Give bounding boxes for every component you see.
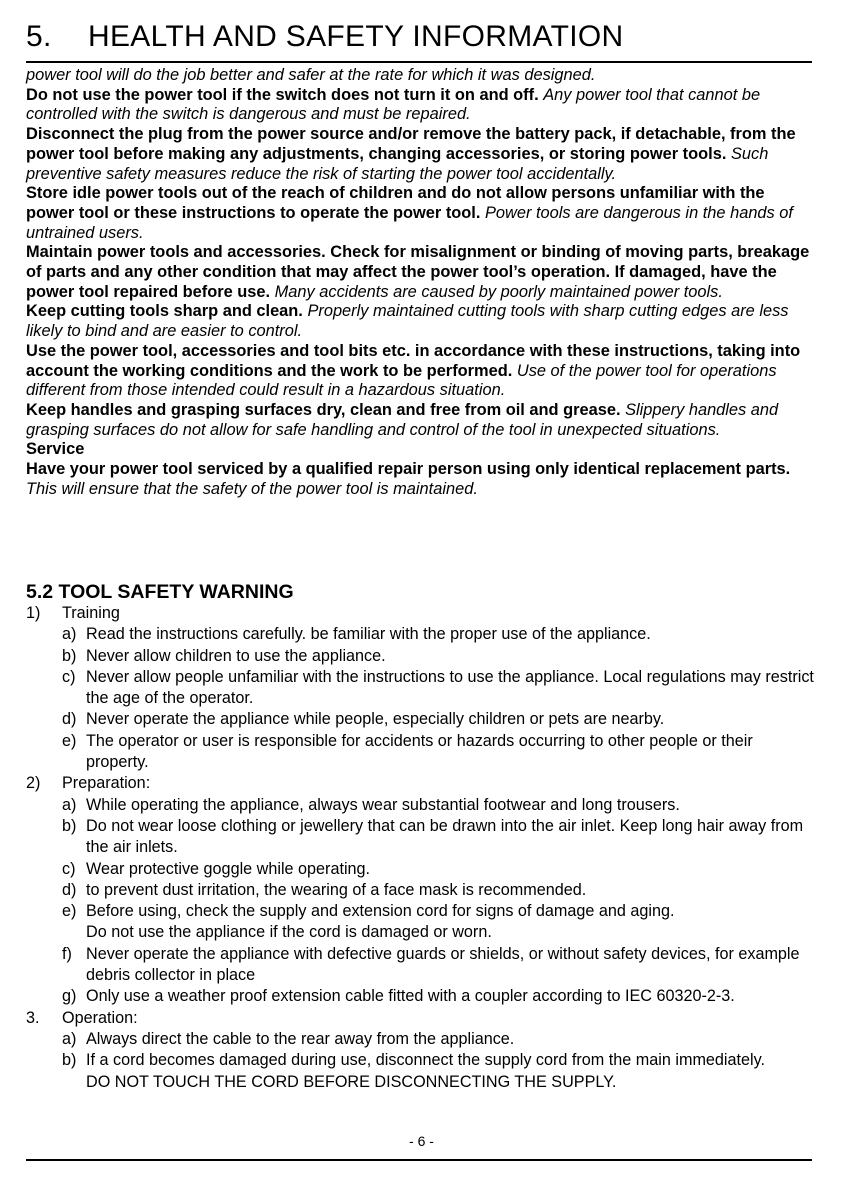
paragraph-bold: Store idle power tools out of the reach of children and do not allow persons unfamiliar with the power tool or these instructions to operate the power tool.	[26, 184, 765, 222]
page-number: - 6 -	[409, 1133, 434, 1149]
paragraph-bold: Do not use the power tool if the switch does not turn it on and off.	[26, 85, 539, 104]
item-text: Never operate the appliance while people, especially children or pets are nearby.	[86, 710, 665, 729]
item-text: Wear protective goggle while operating.	[86, 859, 371, 878]
intro-lead	[26, 66, 816, 86]
safety-paragraph	[26, 401, 816, 440]
list-item	[26, 922, 816, 943]
item-letter: b)	[62, 816, 77, 835]
paragraph-bold: Keep handles and grasping surfaces dry, clean and free from oil and grease.	[26, 400, 621, 419]
paragraph-italic: Slippery handles and grasping surfaces do not allow for safe handling and control of the tool in unexpected situations.	[26, 400, 779, 439]
section-title	[26, 18, 812, 56]
item-letter: f)	[62, 944, 72, 963]
item-letter: c)	[62, 667, 76, 686]
paragraph-bold: Keep cutting tools sharp and clean.	[26, 302, 303, 321]
list-item	[26, 1050, 816, 1071]
footer-rule	[26, 1159, 812, 1161]
group-number: 1)	[26, 604, 41, 622]
list-item	[26, 816, 816, 859]
item-text: Never operate the appliance with defective guards or shields, or without safety devices, for example debris collector in place	[86, 944, 800, 985]
item-text: Always direct the cable to the rear away from the appliance.	[86, 1029, 515, 1048]
item-letter: g)	[62, 987, 77, 1006]
paragraph-italic: This will ensure that the safety of the power tool is maintained.	[26, 479, 478, 498]
item-letter: d)	[62, 710, 77, 729]
list-item	[26, 646, 816, 667]
item-text: Do not use the appliance if the cord is damaged or worn.	[86, 923, 492, 942]
service-paragraph	[26, 460, 816, 499]
safety-paragraph	[26, 342, 816, 401]
item-letter: a)	[62, 625, 77, 644]
item-letter: d)	[62, 880, 77, 899]
item-letter: b)	[62, 646, 77, 665]
caps-warning: DO NOT TOUCH THE CORD BEFORE DISCONNECTING THE SUPPLY.	[86, 1072, 617, 1091]
safety-intro	[26, 66, 816, 499]
item-letter: a)	[62, 1029, 77, 1048]
item-text: to prevent dust irritation, the wearing of a face mask is recommended.	[86, 880, 587, 899]
paragraph-bold: Maintain power tools and accessories. Check for misalignment or binding of moving parts, breakage of parts and any other condition that may affect the power tool’s operation. If damaged, have the power tool repaired before use.	[26, 243, 810, 301]
list-item	[26, 624, 816, 645]
item-text: Read the instructions carefully. be familiar with the proper use of the appliance.	[86, 625, 651, 644]
safety-paragraph	[26, 125, 816, 184]
paragraph-bold: Have your power tool serviced by a qualified repair person using only identical replacement parts.	[26, 460, 791, 479]
group-heading-text: Training	[62, 604, 120, 622]
group-number: 2)	[26, 774, 41, 793]
item-text: Before using, check the supply and extension cord for signs of damage and aging.	[86, 902, 675, 921]
list-item	[26, 1029, 816, 1050]
section-title-text: HEALTH AND SAFETY INFORMATION	[88, 20, 624, 53]
group-heading	[26, 773, 816, 794]
training-group	[26, 603, 816, 773]
list-item	[26, 901, 816, 922]
item-letter: e)	[62, 902, 77, 921]
section-number: 5.	[26, 20, 52, 53]
list-item	[26, 944, 816, 987]
list-item	[26, 859, 816, 880]
safety-paragraph	[26, 86, 816, 125]
operation-group	[26, 1008, 816, 1093]
item-text: Never allow people unfamiliar with the instructions to use the appliance. Local regulations may restrict the age of the operator.	[86, 667, 814, 708]
list-item	[26, 880, 816, 901]
paragraph-italic: Power tools are dangerous in the hands of untrained users.	[26, 203, 793, 242]
paragraph-italic: Any power tool that cannot be controlled with the switch is dangerous and must be repaired.	[26, 85, 761, 124]
tool-safety-warning-list	[26, 603, 816, 1093]
item-letter: e)	[62, 731, 77, 750]
paragraph-bold: Use the power tool, accessories and tool bits etc. in accordance with these instructions, taking into account the working conditions and the work to be performed.	[26, 341, 801, 380]
intro-lead-text: power tool will do the job better and safer at the rate for which it was designed.	[26, 66, 596, 84]
item-text: Do not wear loose clothing or jewellery that can be drawn into the air inlet. Keep long hair away from the air inlets.	[86, 816, 804, 857]
item-text: If a cord becomes damaged during use, disconnect the supply cord from the main immediately.	[86, 1051, 766, 1070]
item-text: Never allow children to use the appliance.	[86, 646, 386, 665]
header-rule	[26, 61, 812, 63]
list-item	[26, 667, 816, 710]
safety-paragraph	[26, 184, 816, 243]
list-item	[26, 986, 816, 1007]
item-letter: a)	[62, 795, 77, 814]
safety-paragraph	[26, 302, 816, 341]
item-letter: b)	[62, 1051, 77, 1070]
list-item	[26, 795, 816, 816]
group-heading-text: Operation:	[62, 1008, 138, 1027]
group-number: 3.	[26, 1008, 40, 1027]
item-text: The operator or user is responsible for accidents or hazards occurring to other people or their property.	[86, 731, 753, 772]
page-header	[26, 18, 812, 56]
item-letter: c)	[62, 859, 76, 878]
list-item	[26, 709, 816, 730]
paragraph-italic: Many accidents are caused by poorly maintained power tools.	[274, 282, 723, 301]
tool-safety-warning-title: 5.2 TOOL SAFETY WARNING	[26, 581, 294, 603]
paragraph-italic: Such preventive safety measures reduce the risk of starting the power tool accidentally.	[26, 144, 769, 183]
paragraph-italic: Use of the power tool for operations different from those intended could result in a hazardous situation.	[26, 361, 777, 400]
list-item	[26, 731, 816, 774]
group-heading	[26, 603, 816, 624]
paragraph-italic: Properly maintained cutting tools with sharp cutting edges are less likely to bind and are easier to control.	[26, 302, 789, 341]
group-heading	[26, 1008, 816, 1029]
safety-paragraph	[26, 243, 816, 302]
item-text: While operating the appliance, always wear substantial footwear and long trousers.	[86, 795, 680, 814]
service-heading: Service	[26, 440, 85, 459]
preparation-group	[26, 773, 816, 1007]
paragraph-bold: Disconnect the plug from the power source and/or remove the battery pack, if detachable, from the power tool before making any adjustments, changing accessories, or storing power tools.	[26, 125, 796, 163]
item-text: Only use a weather proof extension cable fitted with a coupler according to IEC 60320-2-3.	[86, 987, 735, 1006]
group-heading-text: Preparation:	[62, 774, 151, 793]
